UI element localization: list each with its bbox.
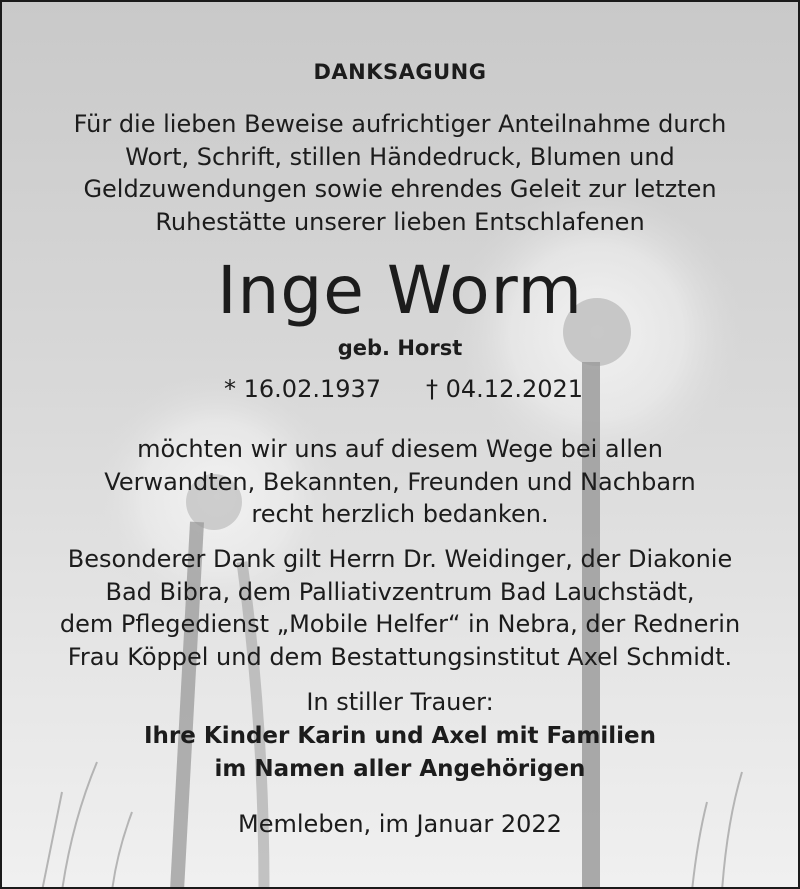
special-thanks-line: Besonderer Dank gilt Herrn Dr. Weidinger, der Diakonie	[67, 545, 733, 573]
special-thanks-line: dem Pflegedienst „Mobile Helfer“ in Nebra, der Rednerin	[59, 610, 741, 638]
thanks-line: recht herzlich bedanken.	[251, 500, 549, 528]
deceased-name: Inge Worm	[217, 252, 583, 329]
family-signature	[2, 720, 798, 785]
special-thanks-line: Frau Köppel und dem Bestattungsinstitut Axel Schmidt.	[67, 642, 733, 671]
notice-heading: DANKSAGUNG	[313, 60, 487, 84]
intro-paragraph	[2, 108, 798, 238]
special-thanks-paragraph	[2, 543, 798, 673]
special-thanks-line: Bad Bibra, dem Palliativzentrum Bad Lauchstädt,	[105, 577, 695, 606]
place-date: Memleben, im Januar 2022	[238, 810, 562, 838]
family-line: Ihre Kinder Karin und Axel mit Familien	[144, 723, 656, 749]
thanks-paragraph	[2, 433, 798, 531]
intro-line: Wort, Schrift, stillen Händedruck, Blumen und	[125, 142, 675, 171]
family-line: im Namen aller Angehörigen	[214, 755, 586, 782]
thanks-line: möchten wir uns auf diesem Wege bei allen	[137, 435, 663, 463]
death-date: † 04.12.2021	[426, 375, 584, 403]
intro-line: Geldzuwendungen sowie ehrendes Geleit zur letzten	[83, 175, 717, 203]
maiden-name: geb. Horst	[337, 336, 463, 360]
thanks-line: Verwandten, Bekannten, Freunden und Nachbarn	[104, 467, 696, 496]
intro-line: Ruhestätte unserer lieben Entschlafenen	[155, 207, 645, 236]
intro-line: Für die lieben Beweise aufrichtiger Anteilnahme durch	[73, 110, 727, 138]
birth-date: * 16.02.1937	[224, 375, 382, 403]
mourning-label: In stiller Trauer:	[306, 688, 494, 716]
